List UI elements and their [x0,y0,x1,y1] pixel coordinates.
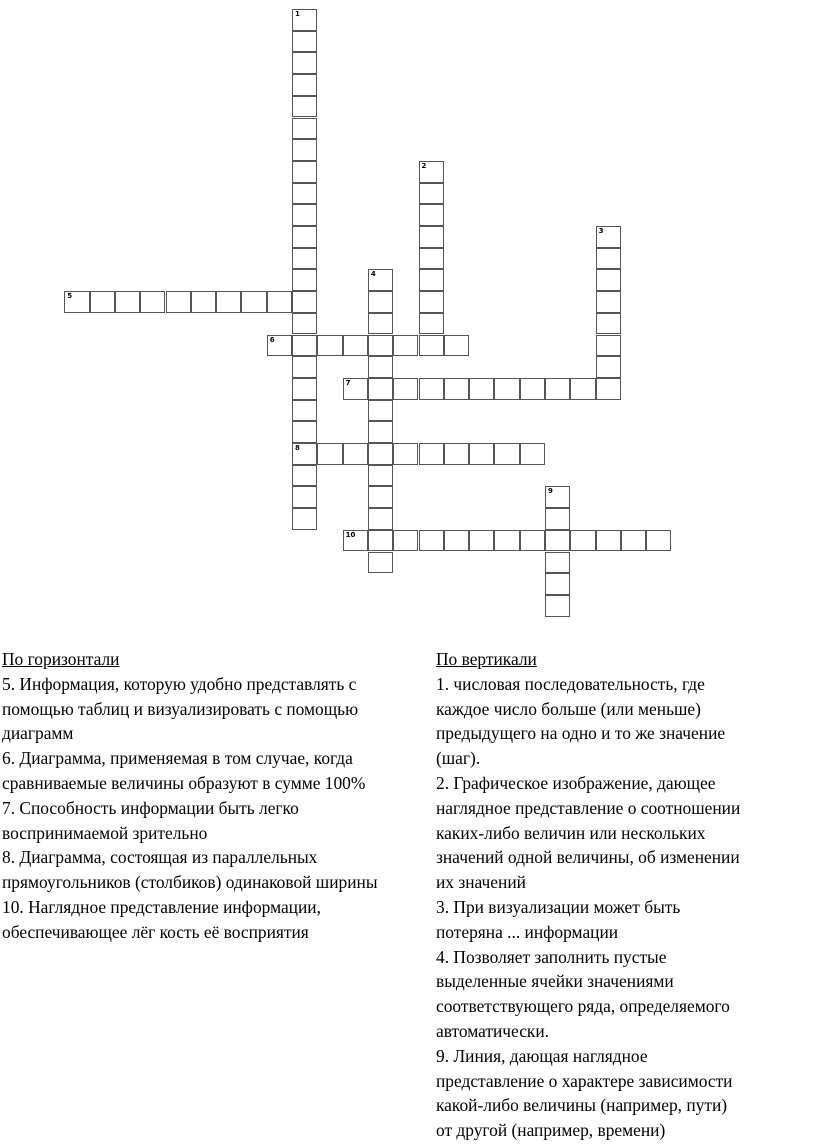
crossword-cell[interactable] [317,335,342,357]
crossword-cell[interactable] [292,508,317,530]
clue-down-line: представление о характере зависимости [436,1070,733,1091]
crossword-cell[interactable] [444,378,469,400]
crossword-cell[interactable] [343,335,368,357]
crossword-cell[interactable] [292,443,317,465]
clue-down-line: соответствующего ряда, определяемого [436,996,730,1017]
crossword-cell[interactable] [292,74,317,96]
crossword-cell[interactable] [494,443,519,465]
clue-across-7: 7. Способность информации быть легко воспринимаемой зрительно [2,797,299,843]
clue-down-line: выделенные ячейки значениями [436,971,674,992]
crossword-cell[interactable] [393,443,418,465]
crossword-cell[interactable] [343,378,368,400]
clue-down-line: 9. Линия, дающая наглядное [436,1045,648,1066]
crossword-cell[interactable] [292,378,317,400]
clue-number-7: 7 [345,378,351,387]
crossword-cell[interactable] [545,573,570,595]
crossword-cell[interactable] [292,31,317,53]
crossword-cell[interactable] [419,530,444,552]
crossword-cell[interactable] [596,356,621,378]
crossword-cell[interactable] [520,378,545,400]
crossword-cell[interactable] [494,378,519,400]
crossword-cell[interactable] [545,508,570,530]
vertical-heading: По вертикали [436,649,537,669]
crossword-cell[interactable] [419,248,444,270]
crossword-cell[interactable] [292,335,317,357]
clue-number-3: 3 [598,227,604,235]
crossword-cell[interactable] [140,291,165,313]
crossword-cell[interactable] [368,508,393,530]
crossword-cell[interactable] [545,530,570,552]
crossword-cell[interactable] [570,530,595,552]
crossword-cell[interactable] [520,443,545,465]
crossword-cell[interactable] [368,465,393,487]
clue-across-8: 8. Диаграмма, состоящая из параллельных прямоугольников (столбиков) одинаковой ширины [2,847,378,893]
crossword-cell[interactable] [596,530,621,552]
crossword-cell[interactable] [368,291,393,313]
clue-down-line: их значений [436,872,526,893]
clue-down-line: значений одной величины, об изменении [436,847,740,868]
crossword-cell[interactable] [444,335,469,357]
crossword-cell[interactable] [368,378,393,400]
clue-number-4: 4 [370,270,376,279]
crossword-cell[interactable] [292,465,317,487]
clue-down-line: 2. Графическое изображение, дающее [436,772,716,793]
crossword-cell[interactable] [292,356,317,378]
crossword-cell[interactable] [545,378,570,400]
clue-down-line: каждое число больше (или меньше) [436,698,701,719]
clue-down-line: автоматически. [436,1020,550,1041]
crossword-cell[interactable] [292,96,317,118]
clue-number-1: 1 [295,10,300,18]
clue-number-5: 5 [67,292,73,301]
clue-down-line: от другой (например, времени) [436,1120,666,1141]
crossword-cell[interactable] [545,486,570,508]
crossword-cell[interactable] [292,183,317,205]
crossword-cell[interactable] [368,400,393,422]
crossword-cell[interactable] [419,269,444,291]
clue-down-line: 3. При визуализации может быть [436,896,681,917]
crossword-cell[interactable] [596,313,621,335]
crossword-cell[interactable] [292,248,317,270]
crossword-cell[interactable] [621,530,646,552]
crossword-cell[interactable] [469,530,494,552]
crossword-cell[interactable] [292,139,317,161]
crossword-cell[interactable] [292,9,317,31]
clue-down-line: предыдущего на одно и то же значение [436,723,726,744]
crossword-cell[interactable] [292,226,317,248]
crossword-cell[interactable] [469,443,494,465]
crossword-cell[interactable] [419,204,444,226]
crossword-cell[interactable] [292,161,317,183]
crossword-cell[interactable] [292,52,317,74]
crossword-cell[interactable] [393,530,418,552]
crossword-cell[interactable] [368,421,393,443]
crossword-cell[interactable] [292,118,317,140]
crossword-cell[interactable] [444,530,469,552]
crossword-cell[interactable] [419,378,444,400]
crossword-cell[interactable] [419,313,444,335]
clue-number-9: 9 [548,487,553,496]
crossword-cell[interactable] [292,421,317,443]
crossword-cell[interactable] [292,269,317,291]
crossword-cell[interactable] [596,335,621,357]
crossword-cell[interactable] [520,530,545,552]
crossword-cell[interactable] [646,530,671,552]
clue-down-line: 4. Позволяет заполнить пустые [436,946,667,967]
crossword-cell[interactable] [292,204,317,226]
crossword-cell[interactable] [343,443,368,465]
clue-down-line: наглядное представление о соотношении [436,797,741,818]
crossword-cell[interactable] [241,291,266,313]
crossword-cell[interactable] [469,378,494,400]
crossword-cell[interactable] [368,313,393,335]
clue-across-6: 6. Диаграмма, применяемая в том случае, когда сравниваемые величины образуют в сумме 100% [2,748,366,793]
crossword-cell[interactable] [368,335,393,357]
crossword-cell[interactable] [368,269,393,291]
crossword-cell[interactable] [494,530,519,552]
crossword-cell[interactable] [419,183,444,205]
crossword-cell[interactable] [545,595,570,617]
crossword-cell[interactable] [393,378,418,400]
crossword-cell[interactable] [419,443,444,465]
crossword-cell[interactable] [267,291,292,313]
crossword-cell[interactable] [115,291,140,313]
vertical-clues [436,647,816,1143]
crossword-cell[interactable] [292,291,317,313]
crossword-cell[interactable] [368,530,393,552]
crossword-cell[interactable] [570,378,595,400]
clue-number-8: 8 [295,444,300,452]
clue-down-line: (шаг). [436,748,481,769]
crossword-cell[interactable] [292,313,317,335]
crossword-cell[interactable] [596,291,621,313]
crossword-cell[interactable] [368,486,393,508]
crossword-cell[interactable] [64,291,89,313]
crossword-cell[interactable] [368,552,393,574]
clue-number-6: 6 [269,335,275,344]
crossword-cell[interactable] [596,248,621,270]
horizontal-clues [2,647,397,945]
clue-across-10: 10. Наглядное представление информации, обеспечивающее лёг кость её восприятия [2,896,321,942]
crossword-cell[interactable] [393,335,418,357]
crossword-cell[interactable] [545,552,570,574]
clue-down-line: какой-либо величины (например, пути) [436,1095,728,1116]
clue-down-line: каких-либо величин или нескольких [436,822,706,843]
crossword-cell[interactable] [419,226,444,248]
crossword-cell[interactable] [292,400,317,422]
horizontal-heading: По горизонтали [2,649,120,669]
crossword-cell[interactable] [166,291,191,313]
clue-down-line: потеряна ... информации [436,921,619,942]
crossword-cell[interactable] [419,335,444,357]
crossword-cell[interactable] [596,226,621,248]
crossword-cell[interactable] [596,269,621,291]
crossword-cell[interactable] [596,378,621,400]
crossword-cell[interactable] [90,291,115,313]
crossword-cell[interactable] [191,291,216,313]
crossword-cell[interactable] [444,443,469,465]
crossword-cell[interactable] [343,530,368,552]
clue-across-5: 5. Информация, которую удобно представлять с помощью таблиц и визуализировать с помощью диаграмм [2,673,359,744]
clue-number-10: 10 [345,530,356,539]
crossword-cell[interactable] [368,356,393,378]
crossword-cell[interactable] [216,291,241,313]
clue-down-line: 1. числовая последовательность, где [436,673,705,694]
crossword-cell[interactable] [317,443,342,465]
clue-number-2: 2 [421,161,427,170]
crossword-cell[interactable] [419,291,444,313]
crossword-cell[interactable] [419,161,444,183]
crossword-cell[interactable] [292,486,317,508]
crossword-cell[interactable] [368,443,393,465]
crossword-cell[interactable] [267,335,292,357]
